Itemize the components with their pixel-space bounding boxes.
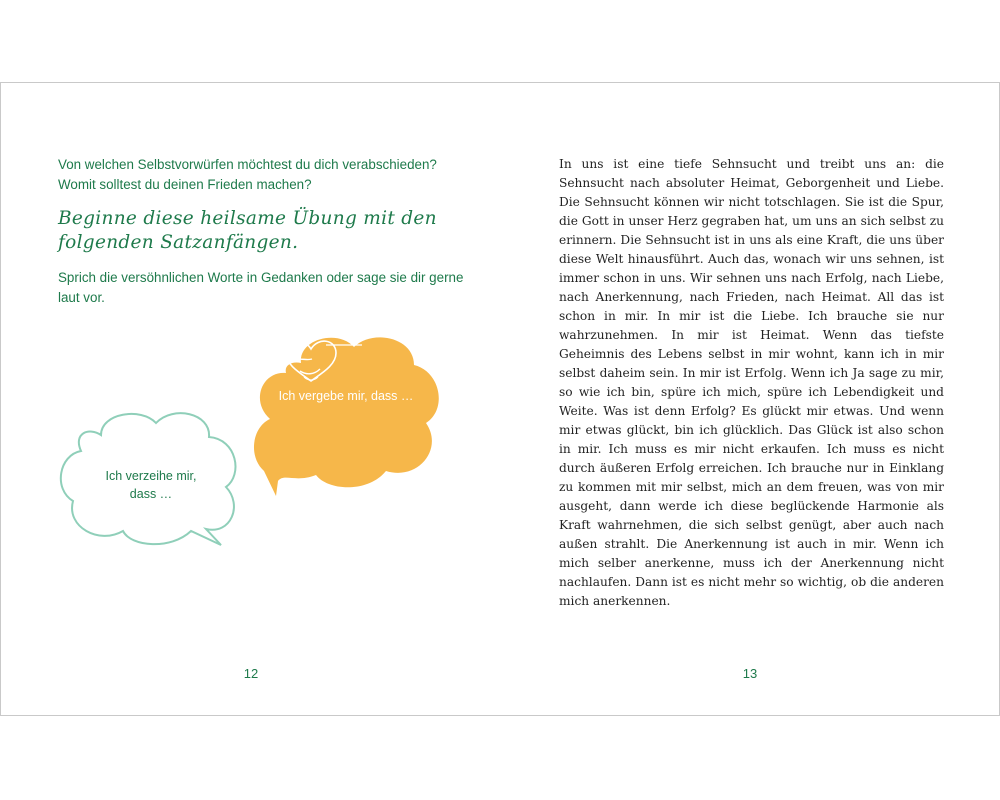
- script-heading: Beginne diese heilsame Übung mit den folgenden Satzanfängen.: [58, 208, 437, 253]
- outline-bubble-text: Ich verzeihe mir, dass …: [105, 469, 197, 501]
- filled-bubble-text: Ich vergebe mir, dass …: [278, 389, 414, 403]
- right-page: [501, 83, 999, 715]
- outline-thought-bubble: [61, 405, 241, 545]
- book-spread: [0, 82, 1000, 716]
- page-number-left: 12: [243, 666, 259, 681]
- instruction-text: Sprich die versöhnlichen Worte in Gedanken oder sage sie dir gerne laut vor.: [58, 270, 464, 305]
- reflection-question: Von welchen Selbstvorwürfen möchtest du dich verabschieden? Womit solltest du deinen Frieden machen?: [58, 157, 437, 192]
- filled-thought-bubble: [256, 331, 441, 496]
- body-paragraph: In uns ist eine tiefe Sehnsucht und treibt uns an: die Sehnsucht nach absoluter Heimat, Geborgenheit und Liebe. Die Sehnsucht können wir nicht totschlagen. Sie ist die Spur, die Gott in unser Herz gegraben hat, um uns an sich selbst zu erinnern. Die Sehnsucht ist in uns als eine Kraft, die uns über diese Welt hinausführt. Auch das, wonach wir uns sehnen, ist immer schon in uns. Wir sehnen uns nach Erfolg, nach Liebe, nach Anerkennung, nach Frieden, nach Heimat. All das ist schon in mir. In mir ist die Liebe. Ich brauche sie nur wahrzunehmen. In mir ist Heimat. Wenn das tiefste Geheimnis des Lebens selbst in mir wohnt, kann ich in mir selbst daheim sein. In mir ist Erfolg. Wenn ich Ja sage zu mir, so wie ich bin, spüre ich mich, spüre ich Lebendigkeit und Weite. Was ist denn Erfolg? Es glückt mir etwas. Und wenn mir etwas glückt, bin ich glücklich. Das Glück ist also schon in mir. Ich muss es mir nicht erkaufen. Ich muss es nicht durch äußeren Erfolg erreichen. Ich brauche nur in Einklang zu kommen mit mir selbst, mich an dem freuen, was von mir ausgeht, dann werde ich diese beglückende Harmonie als Kraft wahrnehmen, die sich selbst genügt, aber auch nach außen strahlt. Die Anerkennung ist auch in mir. Wenn ich mich selber anerkenne, muss ich der Anerkennung nicht nachlaufen. Dann ist es nicht mehr so wichtig, ob die anderen mich anerkennen.: [559, 157, 944, 608]
- left-page: [1, 83, 501, 715]
- heart-hands-icon: [256, 331, 366, 391]
- page-number-right: 13: [742, 666, 758, 681]
